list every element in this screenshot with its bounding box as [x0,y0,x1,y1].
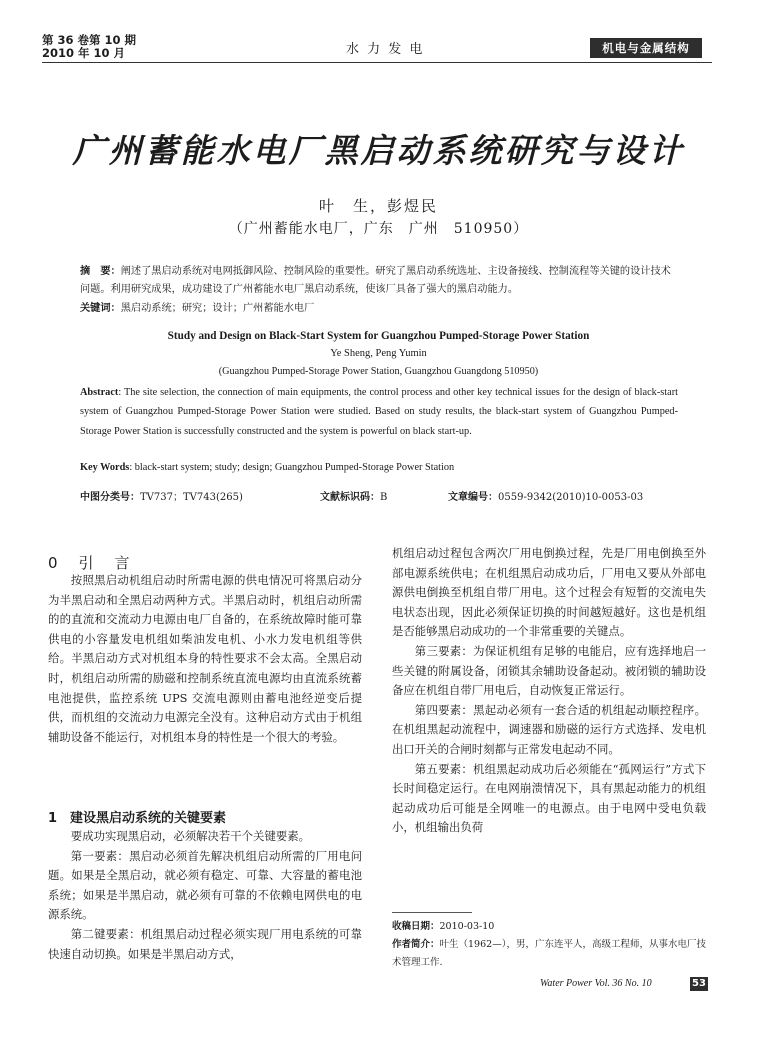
keywords-cn [80,299,678,318]
paragraph: 第三要素：为保证机组有足够的电能启，应有选择地启一些关键的附属设备，闭锁其余辅助设备起动。被闭锁的辅助设备应在机组自带厂用电后，自动恢复正常运行。 [392,643,706,698]
journal-name: 水 力 发 电 [346,42,425,57]
section-1-body [48,827,362,964]
paragraph: 第五要素：机组黑起动成功后必须能在“孤网运行”方式下长时间稳定运行。在电网崩溃情况下，具有黑起动能力的机组起动成功后可能是全网唯一的电源点。由于电网中受电负载小，机组输出负荷 [392,761,706,835]
clc-value: TV737；TV743(265) [140,492,243,503]
doc-label: 文献标识码： [320,492,380,503]
keywords-en [80,459,678,477]
paragraph: 按照黑启动机组启动时所需电源的供电情况可将黑启动分为半黑启动和全黑启动两种方式。半黑启动时，机组启动所需的的直流和交流动力电源由电厂自备的，在系统故障时能可靠供电的小容量发电机组如柴油发电机、小水力发电机组等供给。半黑启动方式对机组本身的特性要求不会太高。全黑启动时，机组启动所需的励磁和控制系统直流电源均由直流系统蓄电池提供，监控系统 UPS 交流电源则由蓄电池经逆变后提供，而机组的交流动力电源完全没有。这种启动方式由于机组辅助设备不能运行，对机组本身的特性是一个很大的考验。 [48,573,362,744]
english-affiliation: (Guangzhou Pumped-Storage Power Station, Guangzhou Guangdong 510950) [218,366,539,377]
journal-footer: Water Power Vol. 36 No. 10 [540,978,652,989]
abstract-en [80,383,678,441]
issue-volume: 第 36 卷第 10 期 [42,33,137,47]
paragraph: 第四要素：黑起动必须有一套合适的机组起动顺控程序。在机组黑起动流程中，调速器和励磁的运行方式选择、发电机出口开关的合闸时刻都与正常发电起动不同。 [392,702,706,756]
affiliation: （广州蓄能水电厂，广东 广州 510950） [228,221,529,237]
english-authors: Ye Sheng, Peng Yumin [330,348,427,359]
abstract-cn [80,262,678,318]
received-date [392,918,708,936]
clc-label: 中图分类号： [80,492,140,503]
abstract-cn-body [80,262,678,299]
section-1-heading: 1 建设黑启动系统的关键要素 [48,811,227,826]
right-column-body [392,544,706,838]
paragraph: 第一要素：黑启动必须首先解决机组启动所需的厂用电问题。如果是全黑启动，就必须有稳定、可靠、大容量的蓄电池系统；如果是半黑启动，就必须有可靠的不依赖电网供电的电源系统。 [48,848,362,922]
issue-info [42,34,136,60]
art-label: 文章编号： [448,492,498,503]
doc-value: B [380,492,388,503]
bio-value: 叶生（1962—），男，广东连平人，高级工程师，从事水电厂技术管理工作. [392,939,706,968]
article-title: 广州蓄能水电厂黑启动系统研究与设计 [72,131,685,170]
keywords-cn-label: 关键词： [80,302,121,314]
paragraph: 要成功实现黑启动，必须解决若干个关键要素。 [70,829,311,843]
abstract-en-text: : The site selection, the connection of main equipments, the control process and other key technical issues for the design of black-start system of Guangzhou Pumped-Storage Power Station were studied. Based on study results, the black-start system of Guangzhou Pumped-Storage Power Station is successfully constructed and the system is powerful on black start-up. [80,387,678,437]
section-label: 机电与金属结构 [590,38,702,58]
author-bio [392,936,708,972]
bio-label: 作者简介： [392,939,440,950]
authors: 叶 生，彭煜民 [318,197,438,215]
art-value: 0559-9342(2010)10-0053-03 [498,492,644,503]
document-code [320,488,387,503]
article-number [448,488,643,503]
section-0-body [48,571,362,747]
abstract-cn-text: 阐述了黑启动系统对电网抵御风险、控制风险的重要性。研究了黑启动系统选址、主设备接线、控制流程等关键的设计技术问题。利用研究成果，成功建设了广州蓄能水电厂黑启动系统，使该厂具备了强大的黑启动能力。 [80,266,671,295]
issue-date: 2010 年 10 月 [42,46,126,60]
received-label: 收稿日期： [392,921,440,932]
paragraph: 第二键要素：机组黑启动过程必须实现厂用电系统的可靠快速自动切换。如果是半黑启动方式， [48,926,362,961]
received-value: 2010-03-10 [439,921,495,932]
page-number: 53 [690,977,708,991]
keywords-en-label: Key Words [80,462,130,473]
paragraph: 机组启动过程包含两次厂用电倒换过程，先是厂用电倒换至外部电源系统供电；在机组黑启动成功后，厂用电又要从外部电源供电倒换至机组自带厂用电。这个过程会有短暂的交流电失电状态出现，因此必须保证切换的时间越短越好。这也是机组是否能够黑启动成功的一个非常重要的关键点。 [392,546,706,639]
footnote-rule [392,912,472,913]
abstract-en-label: Abstract [80,387,119,398]
english-title: Study and Design on Black-Start System for Guangzhou Pumped-Storage Power Station [167,330,590,342]
header-rule [42,62,712,63]
abstract-cn-label: 摘 要： [80,265,121,277]
clc-number [80,488,243,503]
keywords-cn-text: 黑启动系统；研究；设计；广州蓄能水电厂 [120,303,315,314]
section-0-heading: 0 引 言 [48,554,133,572]
footnote [392,918,708,972]
keywords-en-text: : black-start system; study; design; Guangzhou Pumped-Storage Power Station [129,462,455,473]
